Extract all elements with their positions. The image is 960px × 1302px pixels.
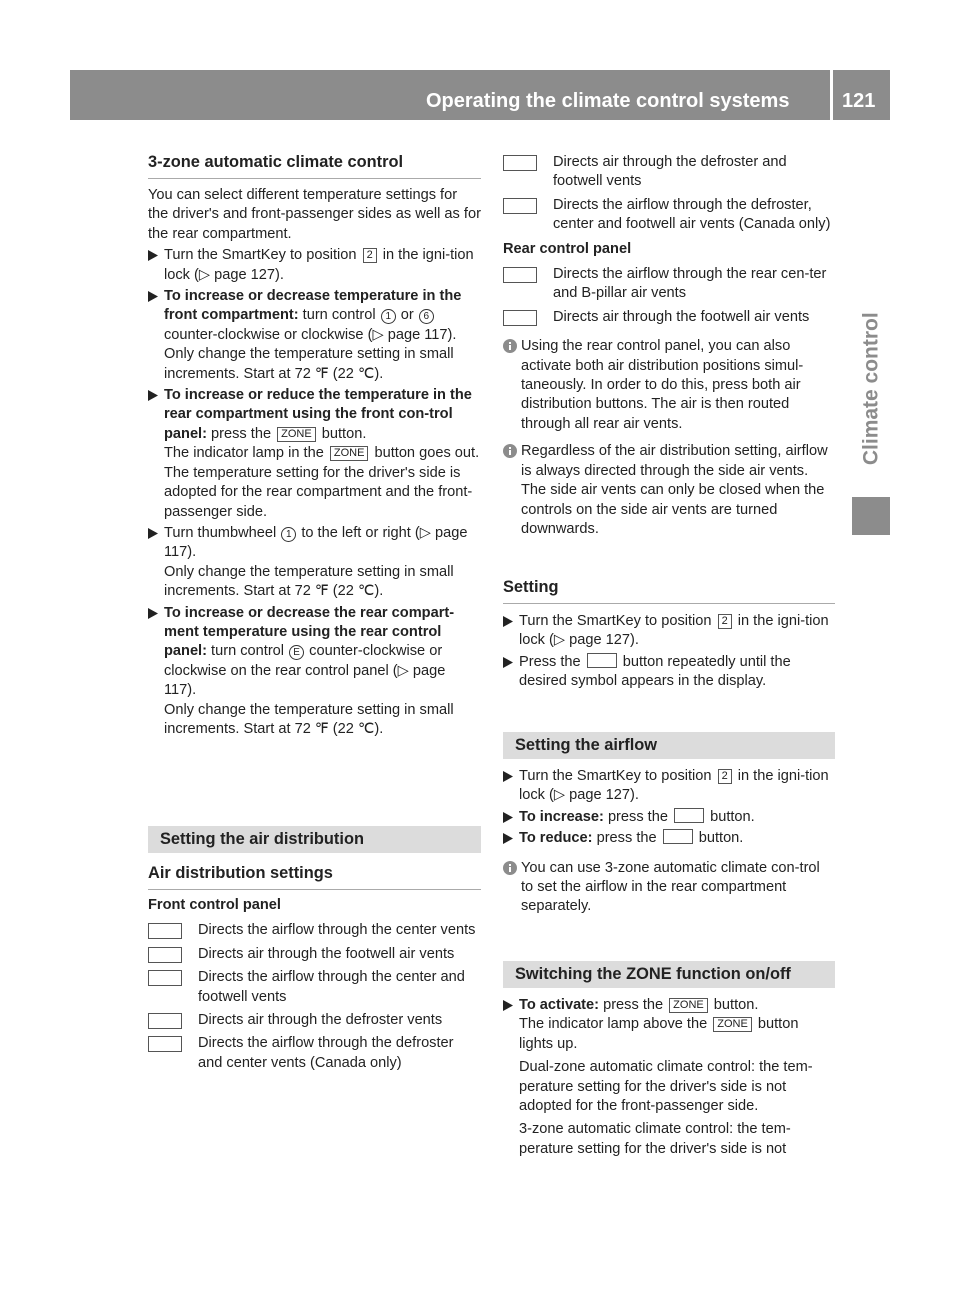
step-rear-panel (148, 604, 481, 740)
arrow-icon (148, 386, 158, 401)
section-title: 3-zone automatic climate control (148, 153, 404, 171)
info-note (503, 337, 835, 434)
step-activate-zone (503, 996, 835, 1159)
side-tab (852, 300, 890, 490)
arrow-icon (148, 524, 158, 539)
setting-body (503, 612, 835, 692)
air-item (148, 1011, 481, 1030)
step-text: button repeatedly until the desired symbol appears in the display. (519, 653, 791, 690)
page-ref-icon: ▷ (198, 266, 215, 283)
zone-key: ZONE (713, 1017, 752, 1032)
page-ref: page 117). (387, 326, 457, 343)
info-text: Regardless of the air distribution setting, airflow is always directed through the side air vents. The side air vents can only be closed when the controls on the side air vents are turned downwards. (521, 443, 828, 537)
step-text: The indicator lamp in the (164, 445, 328, 462)
air-item-text: Directs air through the defroster vents (198, 1012, 443, 1029)
info-note (503, 442, 835, 539)
page-ref: page 127). (214, 266, 284, 283)
vent-center-footwell-icon (148, 970, 182, 986)
left-body (148, 186, 481, 739)
page-ref: page 117). (164, 662, 446, 699)
step-text: or (396, 307, 418, 324)
band-zone: Switching the ZONE function on/off (503, 961, 835, 988)
zone-key: ZONE (277, 427, 316, 442)
front-panel-list (148, 896, 481, 1073)
air-item-text: Directs the airflow through the rear cen-ter and B-pillar air vents (553, 266, 827, 302)
step-smartkey (148, 246, 481, 285)
step-text: Press the (519, 653, 585, 670)
intro-text: You can select different temperature settings for the driver's and front-passenger sides as well as for the rear compartment. (148, 187, 481, 242)
page-ref: page 127). (569, 787, 639, 804)
step-text: press the (206, 425, 276, 442)
setting-rule (503, 603, 835, 604)
vent-center-icon (148, 923, 182, 939)
front-panel-heading: Front control panel (148, 897, 281, 913)
vent-defroster-footwell-icon (503, 155, 537, 171)
step-front-temp (148, 287, 481, 384)
air-item-text: Directs the airflow through the center vents (198, 922, 476, 939)
step-bold: To increase or decrease temperature in the front compartment: (164, 288, 462, 324)
step-text: button goes out. (370, 445, 480, 462)
step-text: turn control (206, 643, 289, 660)
control-marker: 1 (381, 309, 396, 324)
step-bold: To increase or decrease the rear compart-ment temperature using the rear control panel: (164, 604, 455, 660)
arrow-icon (148, 246, 158, 261)
subsection-title: Air distribution settings (148, 864, 333, 882)
air-item-text: Directs the airflow through the defroster and center vents (Canada only) (198, 1035, 454, 1071)
page-ref-icon: ▷ (553, 787, 570, 804)
airflow-body (503, 767, 835, 917)
info-text: You can use 3-zone automatic climate con-trol to set the airflow in the rear compartment separately. (521, 859, 820, 915)
setting-title: Setting (503, 578, 559, 596)
page-header (70, 70, 890, 120)
step-text: Turn the SmartKey to position (519, 613, 716, 629)
control-marker: 6 (419, 309, 434, 324)
step-text: in the igni-tion lock ( (519, 613, 829, 649)
arrow-icon (503, 808, 513, 823)
position-key: 2 (718, 614, 732, 629)
step-text: press the (603, 808, 673, 825)
air-item (148, 968, 481, 1007)
side-tab-label: Climate control (859, 312, 883, 466)
step-text: in the igni-tion lock ( (519, 768, 829, 804)
subsection-rule (148, 889, 481, 890)
step-text: button. (709, 997, 759, 1013)
arrow-icon (503, 612, 513, 627)
info-text: Using the rear control panel, you can also activate both air distribution positions simul-taneously. In order to do this, press both air distribution buttons. The air is then routed through all rear air vents. (521, 338, 804, 432)
step-text: counter-clockwise or clockwise ( (164, 326, 373, 343)
vent-rear-footwell-icon (503, 310, 537, 326)
step-smartkey (503, 612, 835, 651)
step-text: press the (599, 997, 668, 1013)
air-item (148, 1034, 481, 1073)
air-item-text: Directs air through the footwell air vents (198, 945, 455, 962)
step-note: Only change the temperature setting in small increments. Start at 72 ℉ (22 ℃). (164, 346, 454, 382)
step-bold: To increase: (519, 808, 604, 825)
arrow-icon (148, 604, 158, 619)
page-ref: page 117). (164, 524, 468, 561)
arrow-icon (503, 996, 513, 1011)
vent-all-icon (503, 198, 537, 214)
header-separator (830, 70, 833, 120)
fan-reduce-icon (663, 829, 693, 844)
zone-body (503, 996, 835, 1159)
step-text: in the igni-tion lock ( (164, 247, 474, 283)
step-text: Turn the SmartKey to position (519, 768, 716, 784)
step-bold: To reduce: (519, 830, 593, 847)
step-text: Turn the SmartKey to position (164, 247, 361, 264)
info-icon (503, 339, 517, 353)
band-air-distribution: Setting the air distribution (148, 826, 481, 853)
step-text: The indicator lamp above the (519, 1016, 712, 1033)
side-tab-marker (852, 497, 890, 535)
step-text: button. (694, 830, 744, 847)
step-increase (503, 808, 835, 827)
step-note: Only change the temperature setting in small increments. Start at 72 ℉ (22 ℃). (164, 701, 454, 737)
header-title: Operating the climate control systems (426, 90, 790, 112)
fan-increase-icon (674, 808, 704, 823)
step-text: button lights up. (519, 1016, 799, 1052)
page-ref-icon: ▷ (372, 326, 388, 343)
page-ref-icon: ▷ (397, 662, 413, 679)
page-ref-icon: ▷ (419, 524, 436, 541)
air-item-text: Directs the airflow through the defroster, center and footwell air vents (Canada only) (553, 196, 831, 233)
air-item (148, 921, 481, 940)
arrow-icon (503, 767, 513, 782)
step-note: Only change the temperature setting in small increments. Start at 72 ℉ (22 ℃). (164, 563, 454, 600)
air-item-text: Directs the airflow through the center and footwell vents (198, 969, 465, 1005)
air-item (503, 265, 835, 304)
step-smartkey (503, 767, 835, 806)
rear-panel-heading: Rear control panel (503, 240, 632, 257)
step-text: button. (317, 425, 367, 442)
arrow-icon (503, 653, 513, 668)
step-note: The temperature setting for the driver's side is adopted for the rear compartment and the front-passenger side. (164, 464, 473, 520)
info-note (503, 859, 835, 917)
air-item (503, 196, 835, 235)
step-reduce (503, 829, 835, 848)
step-thumbwheel (148, 524, 481, 602)
step-press-button (503, 653, 835, 692)
position-key: 2 (718, 769, 732, 784)
air-item-text: Directs air through the defroster and footwell vents (553, 154, 787, 190)
page-ref-icon: ▷ (553, 632, 570, 649)
zone-key: ZONE (330, 446, 369, 461)
arrow-icon (148, 287, 158, 302)
step-text: press the (592, 830, 661, 847)
arrow-icon (503, 829, 513, 844)
air-distribution-button-icon (587, 653, 617, 668)
step-text: to the left or right ( (297, 524, 420, 541)
position-key: 2 (363, 248, 377, 263)
step-bold: To increase or reduce the temperature in the rear compartment using the front con-trol panel: (164, 387, 472, 442)
air-item-text: Directs air through the footwell air vents (553, 308, 810, 325)
step-rear-front-panel (148, 386, 481, 522)
air-item (148, 945, 481, 964)
info-icon (503, 444, 517, 458)
page-number: 121 (842, 90, 876, 112)
page-ref: page 127). (569, 632, 639, 649)
step-text: Turn thumbwheel (164, 524, 281, 541)
step-text: button. (706, 808, 755, 825)
step-note: Dual-zone automatic climate control: the tem-perature setting for the driver's side is not adopted for the front-passenger side. (519, 1059, 813, 1115)
vent-footwell-icon (148, 947, 182, 963)
right-body (503, 153, 835, 539)
step-text: turn control (298, 307, 380, 324)
step-note: 3-zone automatic climate control: the tem-perature setting for the driver's side is not (519, 1121, 791, 1157)
air-item (503, 308, 835, 327)
vent-rear-center-icon (503, 267, 537, 283)
zone-key: ZONE (669, 998, 708, 1013)
control-marker: E (289, 645, 304, 660)
vent-defroster-center-icon (148, 1036, 182, 1052)
info-icon (503, 861, 517, 875)
air-item (503, 153, 835, 192)
vent-defroster-icon (148, 1013, 182, 1029)
step-text: counter-clockwise or clockwise on the rear control panel ( (164, 643, 443, 679)
band-airflow: Setting the airflow (503, 732, 835, 759)
control-marker: 1 (281, 527, 296, 542)
section-rule (148, 178, 481, 179)
step-bold: To activate: (519, 997, 600, 1013)
